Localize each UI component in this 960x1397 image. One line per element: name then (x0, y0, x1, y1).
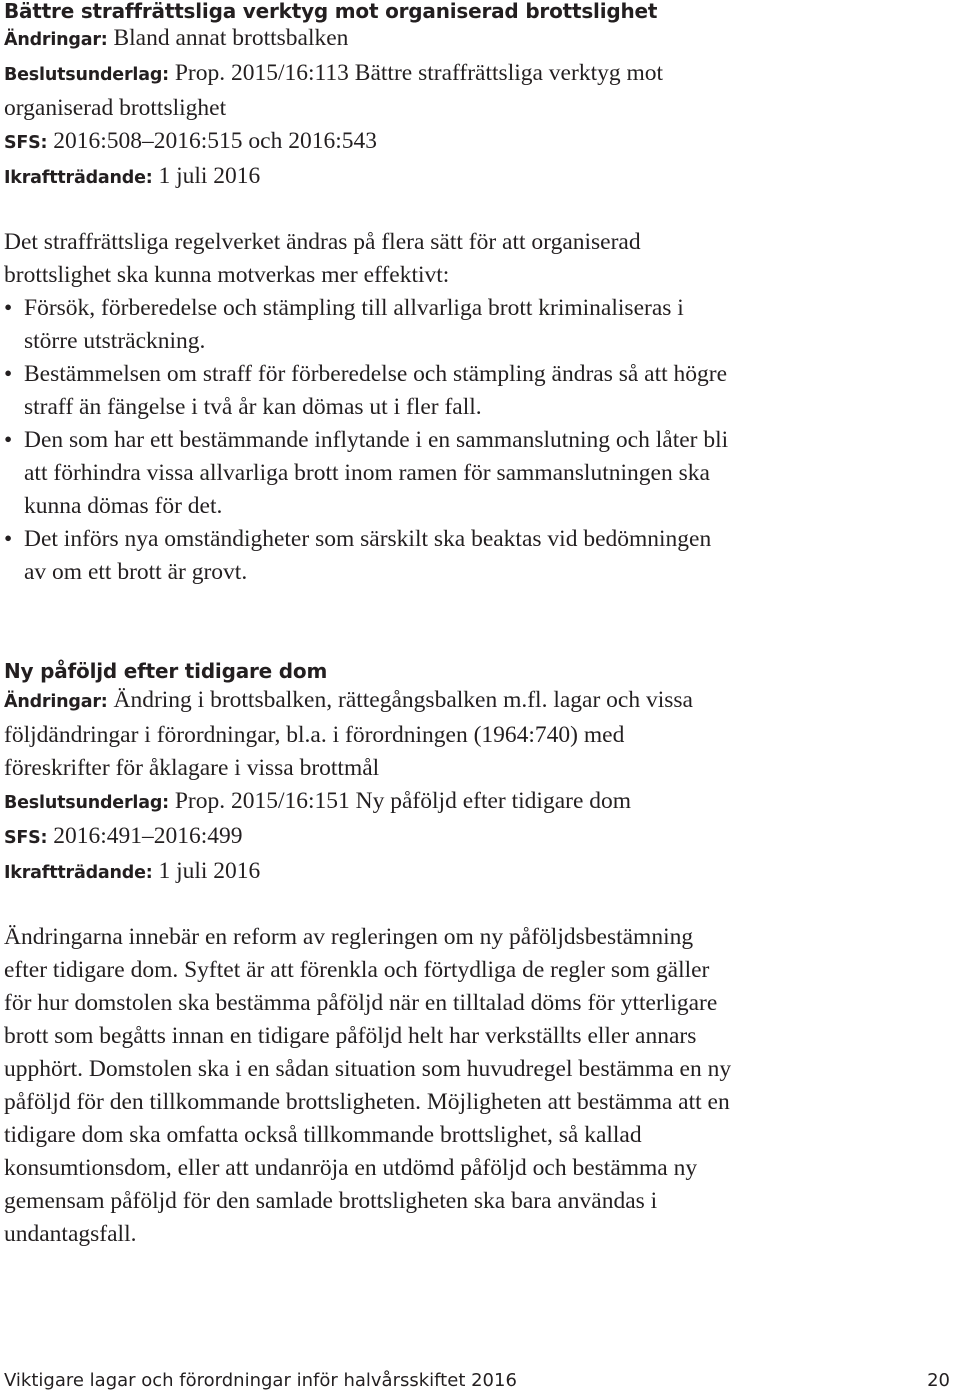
footer-title: Viktigare lagar och förordningar inför halvårsskiftet 2016 (4, 1370, 517, 1391)
meta-value: Bland annat brottsbalken (107, 25, 349, 51)
meta-label: SFS: (4, 828, 48, 848)
meta-value: Prop. 2015/16:113 Bättre straffrättsliga verktyg mot organiserad brottslighet (4, 60, 664, 121)
meta-value: 2016:508–2016:515 och 2016:543 (47, 128, 378, 154)
bullet-icon: • (4, 361, 13, 387)
meta-sfs (4, 125, 734, 160)
bullet-icon: • (4, 295, 13, 321)
meta-beslutsunderlag (4, 785, 734, 820)
page-number: 20 (927, 1370, 950, 1391)
meta-label: Ändringar: (4, 692, 108, 712)
list-item (4, 358, 734, 424)
meta-andringar (4, 22, 734, 57)
meta-value: Ändring i brottsbalken, rättegångsbalken m.fl. lagar och vissa följdändringar i förordningar, bl.a. i förordningen (1964:740) med föreskrifter för åklagare i vissa brottmål (4, 687, 693, 781)
meta-andringar (4, 684, 734, 785)
section-title: Bättre straffrättsliga verktyg mot organiserad brottslighet (4, 0, 658, 23)
meta-value: 1 juli 2016 (152, 163, 261, 189)
meta-value: Prop. 2015/16:151 Ny påföljd efter tidigare dom (168, 788, 632, 814)
meta-label: SFS: (4, 133, 48, 153)
list-item-text: Bestämmelsen om straff för förberedelse och stämpling ändras så att högre straff än fängelse i två år kan dömas ut i fler fall. (24, 361, 728, 420)
section-body-paragraph: Ändringarna innebär en reform av regleringen om ny påföljdsbestämning efter tidigare dom. Syftet är att förenkla och förtydliga de regler som gäller för hur domstolen ska bestämma påföljd när en tilltalad döms för ytterligare brott som begåtts innan en tidigare påföljd helt har verkställts eller annars upphört. Domstolen ska i en sådan situation som huvudregel bestämma en ny påföljd för den tillkommande brottsligheten. Möjligheten att bestämma att en tidigare dom ska omfatta också tillkommande brottslighet, så kallad konsumtionsdom, eller att undanröja en utdömd påföljd och bestämma ny gemensam påföljd för den samlade brottsligheten ska bara användas i undantagsfall. (4, 924, 732, 1247)
meta-label: Ikraftträdande: (4, 863, 153, 883)
bullet-icon: • (4, 526, 13, 552)
section-title: Ny påföljd efter tidigare dom (4, 659, 328, 683)
page-footer (4, 1369, 950, 1393)
meta-label: Beslutsunderlag: (4, 793, 169, 813)
section-intro-paragraph: Det straffrättsliga regelverket ändras på flera sätt för att organiserad brottslighet ska kunna motverkas mer effektivt: (4, 229, 641, 288)
list-item (4, 424, 734, 523)
meta-sfs (4, 820, 734, 855)
meta-ikrafttradande (4, 160, 734, 195)
section-meta (4, 22, 734, 195)
section-organiserad-brottslighet (4, 0, 734, 589)
list-item-text: Försök, förberedelse och stämpling till allvarliga brott kriminaliseras i större utsträckning. (24, 295, 684, 354)
meta-ikrafttradande (4, 855, 734, 890)
section-ny-pafoljd (4, 660, 734, 1251)
list-item (4, 523, 734, 589)
list-item-text: Den som har ett bestämmande inflytande i en sammanslutning och låter bli att förhindra vissa allvarliga brott inom ramen för sammanslutningen ska kunna dömas för det. (24, 427, 729, 519)
meta-label: Ändringar: (4, 30, 108, 50)
meta-value: 1 juli 2016 (152, 858, 261, 884)
meta-beslutsunderlag (4, 57, 734, 125)
meta-value: 2016:491–2016:499 (47, 823, 243, 849)
meta-label: Beslutsunderlag: (4, 65, 169, 85)
section-meta (4, 684, 734, 890)
bullet-icon: • (4, 427, 13, 453)
meta-label: Ikraftträdande: (4, 168, 153, 188)
list-item-text: Det införs nya omständigheter som särskilt ska beaktas vid bedömningen av om ett brott är grovt. (24, 526, 712, 585)
bullet-list (4, 292, 734, 589)
list-item (4, 292, 734, 358)
